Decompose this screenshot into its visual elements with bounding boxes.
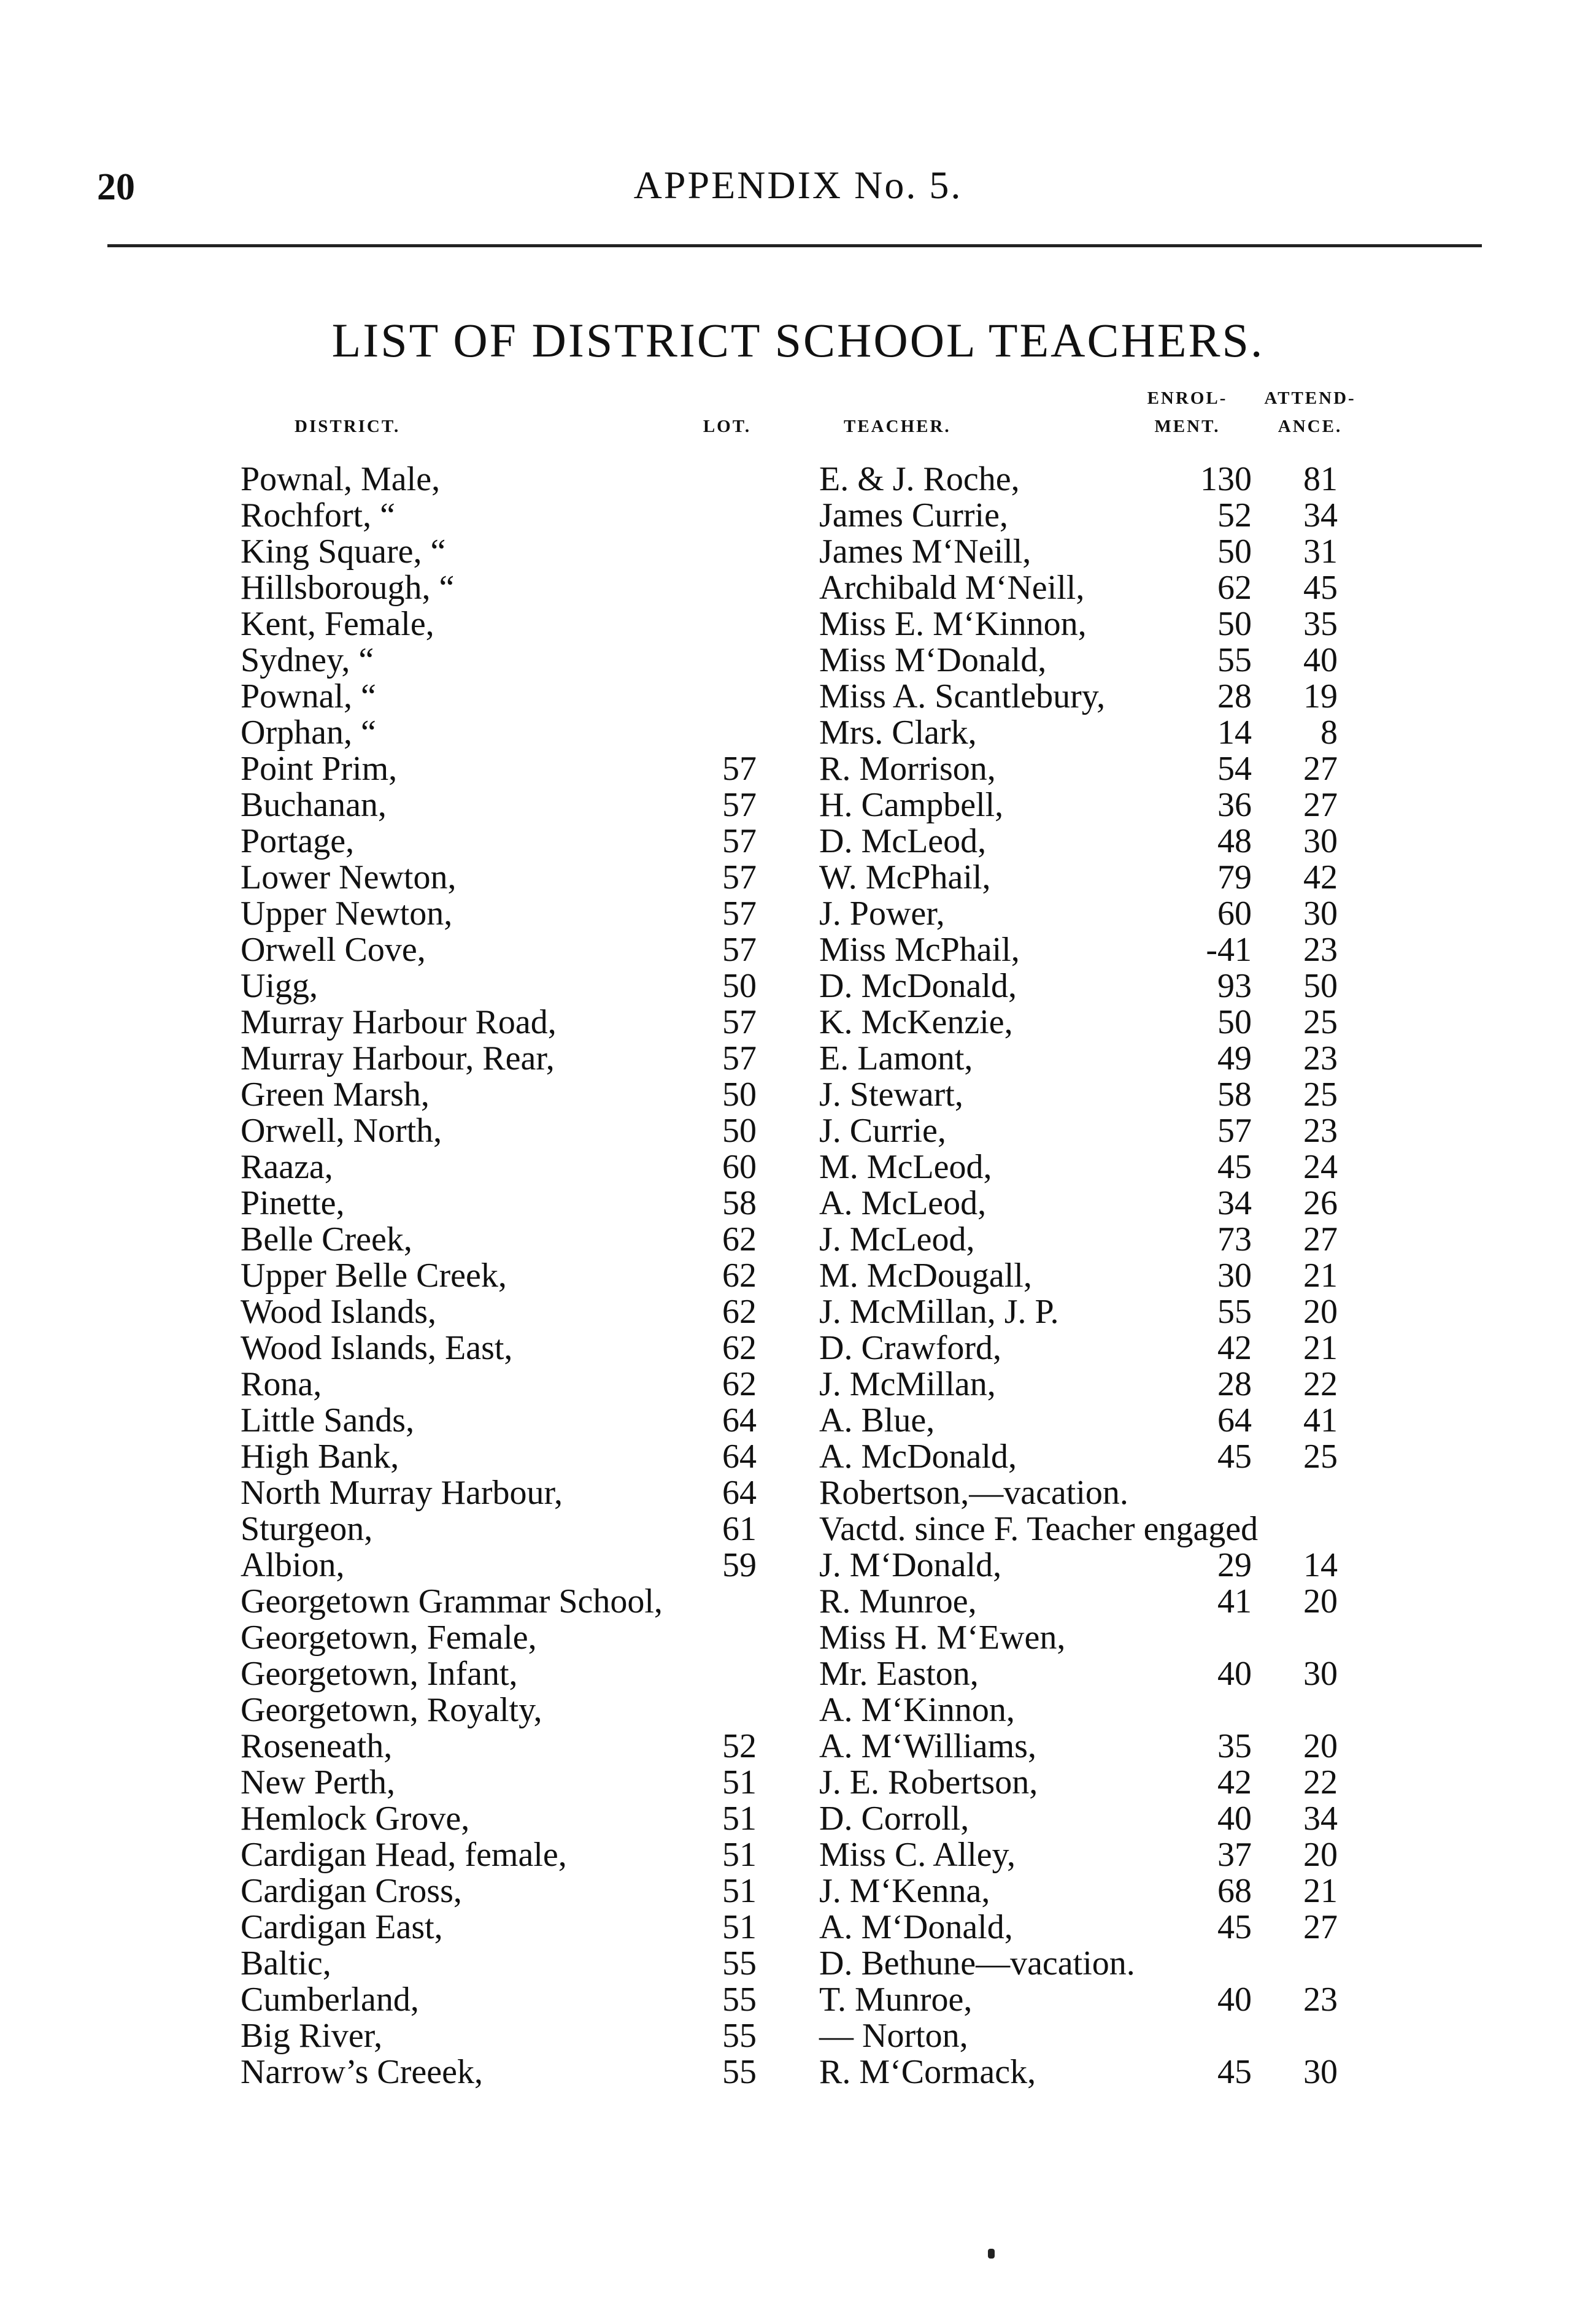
lot-cell: 62 bbox=[722, 1329, 757, 1367]
enrolment-cell: 49 bbox=[1217, 1039, 1252, 1077]
lot-cell: 64 bbox=[722, 1438, 757, 1476]
table-row bbox=[0, 1620, 1596, 1656]
district-cell: Georgetown, Female, bbox=[241, 1619, 537, 1657]
teacher-cell: J. M‘Donald, bbox=[819, 1546, 1002, 1584]
teacher-cell: A. M‘Kinnon, bbox=[819, 1691, 1015, 1729]
teacher-cell: Miss M‘Donald, bbox=[819, 641, 1047, 679]
enrolment-cell: 58 bbox=[1217, 1076, 1252, 1114]
table-row bbox=[0, 679, 1596, 715]
list-title: LIST OF DISTRICT SCHOOL TEACHERS. bbox=[331, 314, 1265, 367]
teacher-cell: J. Power, bbox=[819, 895, 945, 933]
table-row bbox=[0, 1692, 1596, 1728]
teacher-cell: A. McDonald, bbox=[819, 1438, 1017, 1476]
attendance-cell: 40 bbox=[1303, 641, 1338, 679]
table-row bbox=[0, 1330, 1596, 1366]
table-row bbox=[0, 1837, 1596, 1873]
enrolment-cell: 14 bbox=[1217, 714, 1252, 752]
attendance-cell: 22 bbox=[1303, 1763, 1338, 1801]
lot-cell: 57 bbox=[722, 1003, 757, 1041]
page-number: 20 bbox=[97, 166, 135, 208]
table-row bbox=[0, 1656, 1596, 1692]
attendance-cell: 21 bbox=[1303, 1872, 1338, 1910]
lot-cell: 57 bbox=[722, 786, 757, 824]
district-cell: Narrow’s Creeek, bbox=[241, 2053, 483, 2091]
table-row bbox=[0, 1873, 1596, 1909]
lot-cell: 50 bbox=[722, 1112, 757, 1150]
lot-cell: 55 bbox=[722, 1981, 757, 2019]
teacher-cell: J. Stewart, bbox=[819, 1076, 963, 1114]
lot-cell: 51 bbox=[722, 1800, 757, 1838]
district-cell: Rona, bbox=[241, 1365, 322, 1403]
table-row bbox=[0, 1475, 1596, 1511]
attendance-cell: 27 bbox=[1303, 786, 1338, 824]
attendance-cell: 20 bbox=[1303, 1582, 1338, 1620]
attendance-cell: 27 bbox=[1303, 750, 1338, 788]
enrolment-cell: 79 bbox=[1217, 858, 1252, 896]
table-row bbox=[0, 1258, 1596, 1294]
teacher-cell: H. Campbell, bbox=[819, 786, 1004, 824]
table-row bbox=[0, 1728, 1596, 1765]
lot-cell: 57 bbox=[722, 895, 757, 933]
district-cell: Baltic, bbox=[241, 1944, 331, 1982]
enrolment-cell: 93 bbox=[1217, 967, 1252, 1005]
district-cell: Murray Harbour, Rear, bbox=[241, 1039, 555, 1077]
teacher-cell: M. McLeod, bbox=[819, 1148, 992, 1186]
district-cell: Upper Newton, bbox=[241, 895, 453, 933]
district-cell: Portage, bbox=[241, 822, 355, 860]
teacher-cell: J. McMillan, J. P. bbox=[819, 1293, 1059, 1331]
district-cell: Raaza, bbox=[241, 1148, 333, 1186]
district-cell: Roseneath, bbox=[241, 1727, 393, 1765]
teacher-cell: D. Corroll, bbox=[819, 1800, 970, 1838]
column-header-teacher: TEACHER. bbox=[844, 417, 951, 436]
attendance-cell: 41 bbox=[1303, 1401, 1338, 1439]
ink-mark bbox=[988, 2249, 995, 2259]
attendance-cell: 81 bbox=[1303, 460, 1338, 498]
teacher-cell: A. McLeod, bbox=[819, 1184, 987, 1222]
district-cell: King Square, “ bbox=[241, 533, 446, 571]
table-row bbox=[0, 1185, 1596, 1222]
lot-cell: 57 bbox=[722, 1039, 757, 1077]
enrolment-cell: 130 bbox=[1200, 460, 1252, 498]
attendance-cell: 14 bbox=[1303, 1546, 1338, 1584]
district-cell: Hillsborough, “ bbox=[241, 569, 455, 607]
attendance-cell: 30 bbox=[1303, 822, 1338, 860]
table-row bbox=[0, 896, 1596, 932]
table-row bbox=[0, 1403, 1596, 1439]
table-row bbox=[0, 570, 1596, 606]
enrolment-cell: 40 bbox=[1217, 1981, 1252, 2019]
district-cell: Point Prim, bbox=[241, 750, 398, 788]
lot-cell: 50 bbox=[722, 967, 757, 1005]
enrolment-cell: 34 bbox=[1217, 1184, 1252, 1222]
table-row bbox=[0, 534, 1596, 570]
lot-cell: 62 bbox=[722, 1220, 757, 1258]
teacher-cell: A. M‘Williams, bbox=[819, 1727, 1036, 1765]
enrolment-cell: 57 bbox=[1217, 1112, 1252, 1150]
district-cell: Albion, bbox=[241, 1546, 345, 1584]
enrolment-cell: 48 bbox=[1217, 822, 1252, 860]
enrolment-cell: 28 bbox=[1217, 1365, 1252, 1403]
teacher-cell: R. M‘Cormack, bbox=[819, 2053, 1036, 2091]
enrolment-cell: 60 bbox=[1217, 895, 1252, 933]
enrolment-cell: 64 bbox=[1217, 1401, 1252, 1439]
table-row bbox=[0, 1511, 1596, 1547]
lot-cell: 62 bbox=[722, 1365, 757, 1403]
district-cell: New Perth, bbox=[241, 1763, 395, 1801]
district-cell: Cardigan Head, female, bbox=[241, 1836, 567, 1874]
enrolment-cell: 36 bbox=[1217, 786, 1252, 824]
enrolment-cell: 55 bbox=[1217, 1293, 1252, 1331]
teacher-cell: M. McDougall, bbox=[819, 1257, 1032, 1295]
table-row bbox=[0, 461, 1596, 498]
teacher-cell: — Norton, bbox=[819, 2017, 968, 2055]
table-row bbox=[0, 498, 1596, 534]
teacher-cell: K. McKenzie, bbox=[819, 1003, 1013, 1041]
attendance-cell: 31 bbox=[1303, 533, 1338, 571]
district-cell: Uigg, bbox=[241, 967, 318, 1005]
teacher-cell: J. Currie, bbox=[819, 1112, 946, 1150]
lot-cell: 62 bbox=[722, 1257, 757, 1295]
teacher-cell: J. McLeod, bbox=[819, 1220, 975, 1258]
attendance-cell: 27 bbox=[1303, 1908, 1338, 1946]
attendance-cell: 24 bbox=[1303, 1148, 1338, 1186]
attendance-cell: 45 bbox=[1303, 569, 1338, 607]
district-cell: Pinette, bbox=[241, 1184, 345, 1222]
enrolment-cell: 37 bbox=[1217, 1836, 1252, 1874]
teacher-cell: A. M‘Donald, bbox=[819, 1908, 1013, 1946]
teacher-cell: A. Blue, bbox=[819, 1401, 935, 1439]
teacher-cell: Robertson,—vacation. bbox=[819, 1474, 1128, 1512]
district-cell: Wood Islands, East, bbox=[241, 1329, 513, 1367]
teacher-cell: J. E. Robertson, bbox=[819, 1763, 1038, 1801]
teacher-cell: Miss McPhail, bbox=[819, 931, 1020, 969]
lot-cell: 57 bbox=[722, 931, 757, 969]
table-row bbox=[0, 1149, 1596, 1185]
lot-cell: 59 bbox=[722, 1546, 757, 1584]
header-rule bbox=[107, 244, 1482, 247]
enrolment-cell: 45 bbox=[1217, 1148, 1252, 1186]
table-row bbox=[0, 1366, 1596, 1403]
enrolment-cell: 50 bbox=[1217, 605, 1252, 643]
table-row bbox=[0, 2018, 1596, 2054]
teacher-cell: D. Crawford, bbox=[819, 1329, 1002, 1367]
enrolment-cell: 68 bbox=[1217, 1872, 1252, 1910]
district-cell: Wood Islands, bbox=[241, 1293, 437, 1331]
district-cell: Murray Harbour Road, bbox=[241, 1003, 557, 1041]
district-cell: Georgetown Grammar School, bbox=[241, 1582, 663, 1620]
district-cell: High Bank, bbox=[241, 1438, 399, 1476]
lot-cell: 64 bbox=[722, 1401, 757, 1439]
enrolment-cell: 55 bbox=[1217, 641, 1252, 679]
attendance-cell: 20 bbox=[1303, 1836, 1338, 1874]
lot-cell: 57 bbox=[722, 750, 757, 788]
district-cell: North Murray Harbour, bbox=[241, 1474, 563, 1512]
attendance-cell: 50 bbox=[1303, 967, 1338, 1005]
enrolment-cell: 62 bbox=[1217, 569, 1252, 607]
teacher-cell: James Currie, bbox=[819, 496, 1008, 534]
running-header: APPENDIX No. 5. bbox=[633, 163, 963, 207]
attendance-cell: 30 bbox=[1303, 895, 1338, 933]
column-header-enrolment bbox=[1141, 384, 1233, 441]
teacher-cell: D. Bethune—vacation. bbox=[819, 1944, 1135, 1982]
district-cell: Georgetown, Infant, bbox=[241, 1655, 518, 1693]
enrolment-cell: 52 bbox=[1217, 496, 1252, 534]
enrolment-cell: 73 bbox=[1217, 1220, 1252, 1258]
attendance-cell: 26 bbox=[1303, 1184, 1338, 1222]
column-header-enrolment-line1: ENROL- bbox=[1147, 388, 1228, 408]
attendance-cell: 27 bbox=[1303, 1220, 1338, 1258]
table-row bbox=[0, 968, 1596, 1004]
table-row bbox=[0, 606, 1596, 642]
enrolment-cell: 28 bbox=[1217, 677, 1252, 715]
teacher-cell: D. McDonald, bbox=[819, 967, 1017, 1005]
teacher-cell: Miss H. M‘Ewen, bbox=[819, 1619, 1066, 1657]
column-header-district: DISTRICT. bbox=[295, 417, 401, 436]
lot-cell: 55 bbox=[722, 2053, 757, 2091]
attendance-cell: 25 bbox=[1303, 1438, 1338, 1476]
district-cell: Sydney, “ bbox=[241, 641, 374, 679]
lot-cell: 61 bbox=[722, 1510, 757, 1548]
teacher-cell: Miss A. Scantlebury, bbox=[819, 677, 1106, 715]
attendance-cell: 20 bbox=[1303, 1293, 1338, 1331]
enrolment-cell: 45 bbox=[1217, 1438, 1252, 1476]
table-row bbox=[0, 1041, 1596, 1077]
teacher-cell: Miss C. Alley, bbox=[819, 1836, 1016, 1874]
district-cell: Big River, bbox=[241, 2017, 383, 2055]
district-cell: Green Marsh, bbox=[241, 1076, 430, 1114]
table-row bbox=[0, 2054, 1596, 2090]
column-header-attendance-line1: ATTEND- bbox=[1264, 388, 1356, 408]
attendance-cell: 30 bbox=[1303, 1655, 1338, 1693]
table-row bbox=[0, 1909, 1596, 1946]
teacher-cell: Mr. Easton, bbox=[819, 1655, 979, 1693]
district-cell: Cumberland, bbox=[241, 1981, 419, 2019]
teacher-cell: J. M‘Kenna, bbox=[819, 1872, 990, 1910]
table-row bbox=[0, 1004, 1596, 1041]
attendance-cell: 23 bbox=[1303, 1112, 1338, 1150]
lot-cell: 58 bbox=[722, 1184, 757, 1222]
attendance-cell: 21 bbox=[1303, 1329, 1338, 1367]
table-row bbox=[0, 1439, 1596, 1475]
table-row bbox=[0, 1584, 1596, 1620]
attendance-cell: 22 bbox=[1303, 1365, 1338, 1403]
attendance-cell: 35 bbox=[1303, 605, 1338, 643]
enrolment-cell: 50 bbox=[1217, 533, 1252, 571]
attendance-cell: 21 bbox=[1303, 1257, 1338, 1295]
district-cell: Sturgeon, bbox=[241, 1510, 373, 1548]
lot-cell: 51 bbox=[722, 1872, 757, 1910]
lot-cell: 60 bbox=[722, 1148, 757, 1186]
attendance-cell: 34 bbox=[1303, 1800, 1338, 1838]
enrolment-cell: 54 bbox=[1217, 750, 1252, 788]
enrolment-cell: -41 bbox=[1206, 931, 1252, 969]
district-cell: Upper Belle Creek, bbox=[241, 1257, 507, 1295]
teacher-cell: W. McPhail, bbox=[819, 858, 991, 896]
attendance-cell: 25 bbox=[1303, 1076, 1338, 1114]
table-row bbox=[0, 1547, 1596, 1584]
attendance-cell: 8 bbox=[1320, 714, 1338, 752]
teacher-cell: R. Munroe, bbox=[819, 1582, 977, 1620]
district-cell: Cardigan Cross, bbox=[241, 1872, 462, 1910]
teacher-cell: Miss E. M‘Kinnon, bbox=[819, 605, 1087, 643]
attendance-cell: 34 bbox=[1303, 496, 1338, 534]
enrolment-cell: 29 bbox=[1217, 1546, 1252, 1584]
enrolment-cell: 45 bbox=[1217, 1908, 1252, 1946]
district-cell: Pownal, “ bbox=[241, 677, 376, 715]
table-row bbox=[0, 932, 1596, 968]
district-cell: Belle Creek, bbox=[241, 1220, 412, 1258]
enrolment-cell: 30 bbox=[1217, 1257, 1252, 1295]
lot-cell: 57 bbox=[722, 858, 757, 896]
attendance-cell: 23 bbox=[1303, 1981, 1338, 2019]
district-cell: Georgetown, Royalty, bbox=[241, 1691, 542, 1729]
district-cell: Lower Newton, bbox=[241, 858, 457, 896]
teacher-cell: J. McMillan, bbox=[819, 1365, 996, 1403]
table-row bbox=[0, 787, 1596, 823]
lot-cell: 64 bbox=[722, 1474, 757, 1512]
district-cell: Rochfort, “ bbox=[241, 496, 395, 534]
enrolment-cell: 40 bbox=[1217, 1800, 1252, 1838]
column-header-enrolment-line2: MENT. bbox=[1154, 417, 1220, 436]
attendance-cell: 19 bbox=[1303, 677, 1338, 715]
enrolment-cell: 45 bbox=[1217, 2053, 1252, 2091]
district-cell: Little Sands, bbox=[241, 1401, 415, 1439]
enrolment-cell: 42 bbox=[1217, 1763, 1252, 1801]
table-row bbox=[0, 1113, 1596, 1149]
attendance-cell: 23 bbox=[1303, 1039, 1338, 1077]
column-header-lot: LOT. bbox=[703, 417, 752, 436]
attendance-cell: 20 bbox=[1303, 1727, 1338, 1765]
lot-cell: 62 bbox=[722, 1293, 757, 1331]
attendance-cell: 30 bbox=[1303, 2053, 1338, 2091]
table-row bbox=[0, 715, 1596, 751]
district-cell: Orphan, “ bbox=[241, 714, 376, 752]
lot-cell: 55 bbox=[722, 1944, 757, 1982]
teacher-cell: E. Lamont, bbox=[819, 1039, 973, 1077]
lot-cell: 51 bbox=[722, 1836, 757, 1874]
table-row bbox=[0, 642, 1596, 679]
lot-cell: 51 bbox=[722, 1763, 757, 1801]
enrolment-cell: 41 bbox=[1217, 1582, 1252, 1620]
district-cell: Hemlock Grove, bbox=[241, 1800, 470, 1838]
teacher-cell: James M‘Neill, bbox=[819, 533, 1031, 571]
attendance-cell: 42 bbox=[1303, 858, 1338, 896]
lot-cell: 50 bbox=[722, 1076, 757, 1114]
teacher-cell: T. Munroe, bbox=[819, 1981, 973, 2019]
table-row bbox=[0, 1294, 1596, 1330]
district-cell: Pownal, Male, bbox=[241, 460, 441, 498]
district-cell: Orwell, North, bbox=[241, 1112, 442, 1150]
district-cell: Buchanan, bbox=[241, 786, 387, 824]
table-row bbox=[0, 751, 1596, 787]
lot-cell: 52 bbox=[722, 1727, 757, 1765]
table-row bbox=[0, 1946, 1596, 1982]
lot-cell: 51 bbox=[722, 1908, 757, 1946]
column-header-attendance-line2: ANCE. bbox=[1278, 417, 1343, 436]
table-row bbox=[0, 1765, 1596, 1801]
teacher-cell: Archibald M‘Neill, bbox=[819, 569, 1085, 607]
table-row bbox=[0, 1222, 1596, 1258]
district-cell: Cardigan East, bbox=[241, 1908, 443, 1946]
table-row bbox=[0, 1077, 1596, 1113]
table-row bbox=[0, 1982, 1596, 2018]
table-row bbox=[0, 1801, 1596, 1837]
enrolment-cell: 50 bbox=[1217, 1003, 1252, 1041]
teacher-cell: Vactd. since F. Teacher engaged bbox=[819, 1510, 1259, 1548]
district-cell: Kent, Female, bbox=[241, 605, 434, 643]
lot-cell: 55 bbox=[722, 2017, 757, 2055]
table-row bbox=[0, 823, 1596, 860]
lot-cell: 57 bbox=[722, 822, 757, 860]
enrolment-cell: 40 bbox=[1217, 1655, 1252, 1693]
district-cell: Orwell Cove, bbox=[241, 931, 426, 969]
teacher-cell: R. Morrison, bbox=[819, 750, 996, 788]
attendance-cell: 25 bbox=[1303, 1003, 1338, 1041]
column-header-attendance bbox=[1258, 384, 1362, 441]
teacher-cell: Mrs. Clark, bbox=[819, 714, 977, 752]
table-row bbox=[0, 860, 1596, 896]
enrolment-cell: 35 bbox=[1217, 1727, 1252, 1765]
enrolment-cell: 42 bbox=[1217, 1329, 1252, 1367]
attendance-cell: 23 bbox=[1303, 931, 1338, 969]
teacher-cell: E. & J. Roche, bbox=[819, 460, 1020, 498]
teacher-cell: D. McLeod, bbox=[819, 822, 987, 860]
